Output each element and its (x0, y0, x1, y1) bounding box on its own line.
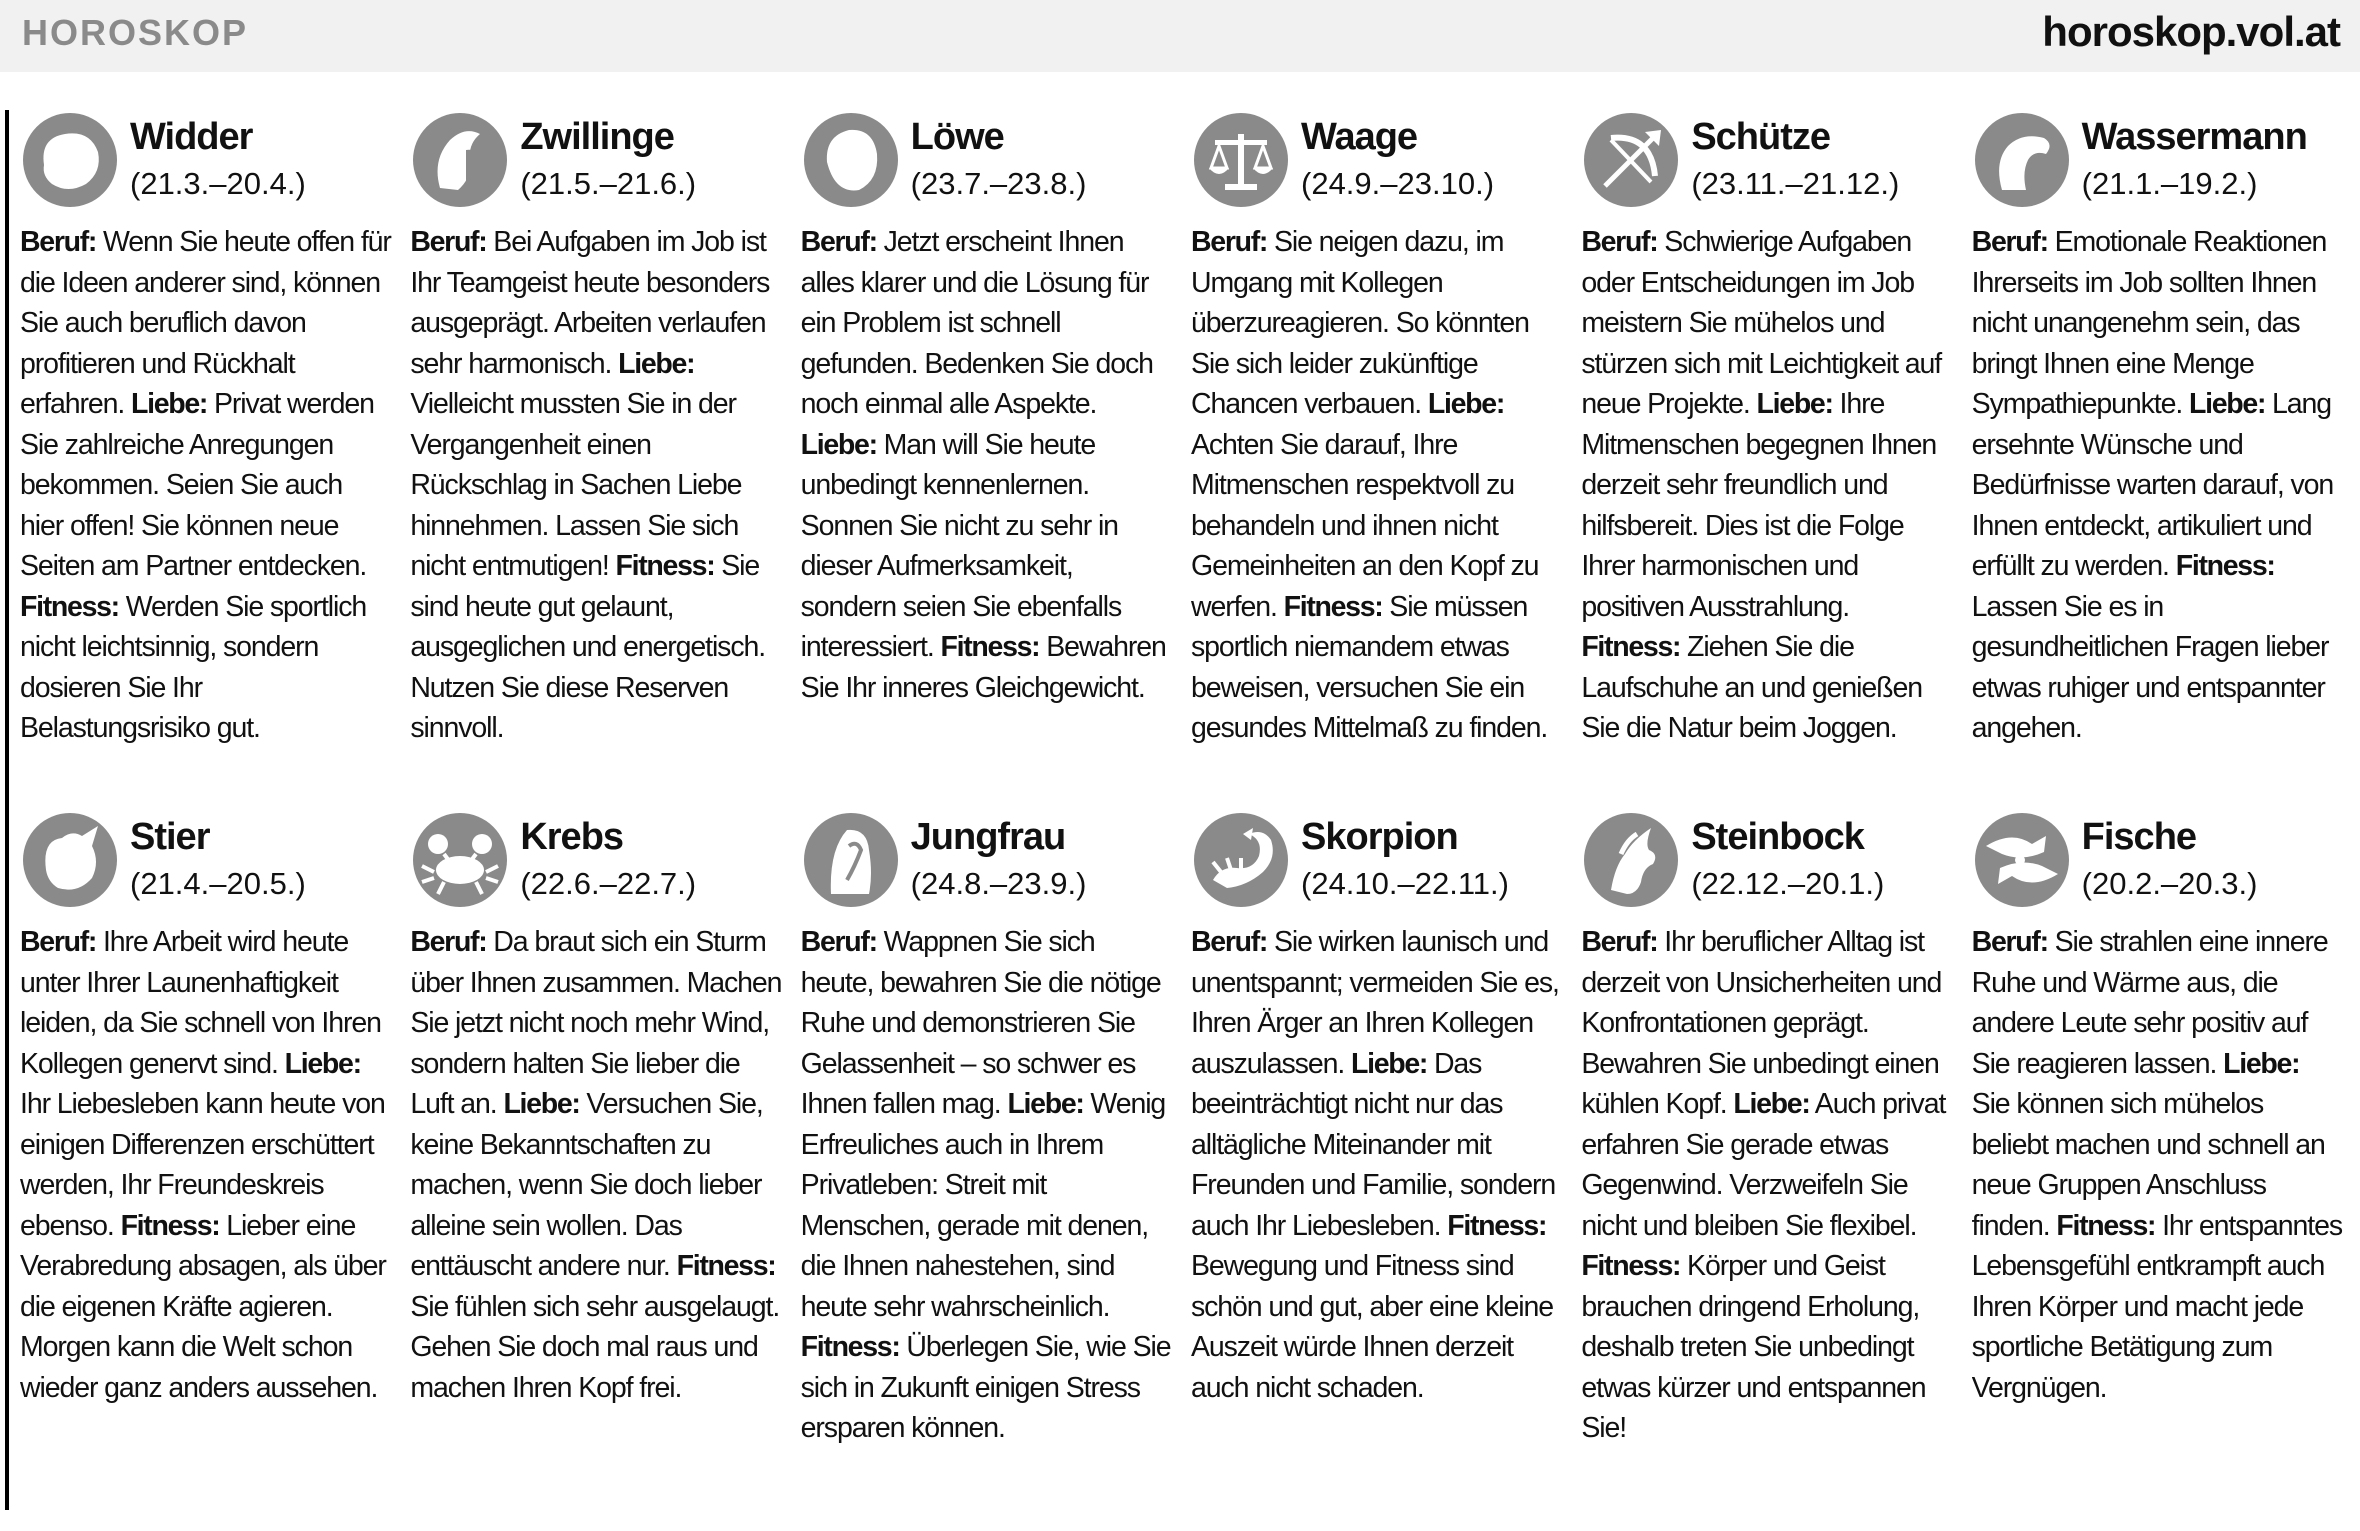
aries-icon (20, 110, 120, 210)
fitness-label: Fitness: (615, 550, 715, 582)
beruf-label: Beruf: (1191, 226, 1268, 258)
fitness-text: Bewegung und Fitness sind schön und gut, aber eine kleine Auszeit würde Ihnen derzeit auch nicht schaden. (1191, 1250, 1554, 1404)
beruf-text: Wappnen Sie sich heute, bewahren Sie die nötige Ruhe und demonstrieren Sie Gelassenheit – so schwer es Ihnen fallen mag. (800, 926, 1161, 1120)
sign-text (20, 222, 392, 749)
sign-zwillinge (410, 110, 788, 810)
liebe-label: Liebe: (618, 347, 695, 380)
sign-name: Zwillinge (520, 116, 674, 158)
liebe-text: Versuchen Sie, keine Bekanntschaften zu machen, wenn Sie doch lieber alleine sein wollen. Das enttäuscht andere nur. (410, 1088, 763, 1282)
liebe-label: Liebe: (2223, 1047, 2300, 1080)
sign-dates: (24.8.–23.9.) (910, 866, 1087, 901)
fitness-label: Fitness: (1581, 1250, 1681, 1282)
beruf-label: Beruf: (20, 226, 97, 258)
sign-steinbock (1581, 810, 1959, 1510)
cancer-icon (410, 810, 510, 910)
virgo-icon (801, 810, 901, 910)
fitness-text: Lieber eine Verabredung absagen, als über die eigenen Kräfte agieren. Morgen kann die Welt schon wieder ganz anders aussehen. (20, 1209, 386, 1404)
sign-text (1191, 222, 1563, 749)
aquarius-icon (1972, 110, 2072, 210)
sign-name: Krebs (520, 816, 624, 858)
sign-text (410, 922, 782, 1408)
fitness-label: Fitness: (2175, 550, 2275, 582)
sign-dates: (22.6.–22.7.) (520, 866, 697, 901)
fitness-text: Sie müssen sportlich niemandem etwas beweisen, versuchen Sie ein gesundes Mittelmaß zu finden. (1191, 590, 1548, 744)
leo-icon (801, 110, 901, 210)
site-url[interactable]: horoskop.vol.at (2042, 8, 2340, 55)
fitness-label: Fitness: (800, 1331, 900, 1363)
column-rule (5, 110, 9, 1510)
beruf-label: Beruf: (1971, 226, 2048, 258)
sign-name: Schütze (1691, 116, 1831, 158)
fitness-text: Sie sind heute gut gelaunt, ausgeglichen und energetisch. Nutzen Sie diese Reserven sinnvoll. (410, 550, 766, 744)
beruf-text: Emotionale Reaktionen Ihrerseits im Job sollten Ihnen nicht unangenehm sein, das bringt Ihnen eine Menge Sympathiepunkte. (1971, 226, 2327, 420)
fitness-text: Bewahren Sie Ihr inneres Gleichgewicht. (800, 631, 1166, 704)
sagittarius-icon (1581, 110, 1681, 210)
sign-name: Löwe (910, 116, 1004, 158)
fitness-text: Überlegen Sie, wie Sie sich in Zukunft einigen Stress ersparen können. (800, 1331, 1171, 1444)
liebe-label: Liebe: (1756, 388, 1833, 420)
sign-name: Fische (2081, 816, 2197, 858)
liebe-label: Liebe: (284, 1047, 361, 1080)
sign-dates: (21.5.–21.6.) (520, 166, 697, 201)
sign-jungfrau (801, 810, 1179, 1510)
liebe-label: Liebe: (800, 428, 877, 461)
sign-name: Wassermann (2081, 116, 2307, 158)
sign-wassermann (1972, 110, 2350, 810)
sign-name: Widder (130, 116, 253, 158)
sign-dates: (23.7.–23.8.) (910, 166, 1087, 201)
liebe-text: Wenig Erfreuliches auch in Ihrem Privatleben: Streit mit Menschen, gerade mit denen, die Ihnen nahestehen, sind heute sehr wahrscheinlich. (800, 1088, 1166, 1323)
beruf-text: Da braut sich ein Sturm über Ihnen zusammen. Machen Sie jetzt nicht noch mehr Wind, sondern halten Sie lieber die Luft an. (410, 926, 782, 1120)
liebe-text: Lang ersehnte Wünsche und Bedürfnisse warten darauf, von Ihnen entdeckt, artikuliert und erfüllt zu werden. (1971, 388, 2334, 582)
liebe-text: Man will Sie heute unbedingt kennenlernen. Sonnen Sie nicht zu sehr in dieser Aufmerksamkeit, sondern seien Sie ebenfalls interessiert. (800, 428, 1122, 663)
sign-dates: (21.1.–19.2.) (2081, 166, 2258, 201)
sign-dates: (24.9.–23.10.) (1301, 166, 1495, 201)
liebe-label: Liebe: (503, 1088, 580, 1120)
liebe-text: Achten Sie darauf, Ihre Mitmenschen respektvoll zu behandeln und ihnen nicht Gemeinheiten an den Kopf zu werfen. (1191, 428, 1539, 623)
beruf-text: Wenn Sie heute offen für die Ideen anderer sind, können Sie auch beruflich davon profitieren und Rückhalt erfahren. (20, 226, 391, 420)
liebe-text: Auch privat erfahren Sie gerade etwas Gegenwind. Verzweifeln Sie nicht und bleiben Sie flexibel. (1581, 1088, 1946, 1242)
beruf-text: Sie neigen dazu, im Umgang mit Kollegen überzureagieren. So könnten Sie sich leider zukünftige Chancen verbauen. (1191, 226, 1529, 420)
beruf-text: Sie strahlen eine innere Ruhe und Wärme aus, die andere Leute sehr positiv auf Sie reagieren lassen. (1971, 926, 2328, 1080)
sign-fische (1972, 810, 2350, 1510)
fitness-text: Lassen Sie es in gesundheitlichen Fragen lieber etwas ruhiger und entspannter angehen. (1971, 590, 2329, 744)
liebe-text: Ihre Mitmenschen begegnen Ihnen derzeit sehr freundlich und hilfsbereit. Dies ist die Folge Ihrer harmonischen und positiven Ausstrahlung. (1581, 388, 1937, 623)
fitness-label: Fitness: (1581, 631, 1681, 663)
gemini-icon (410, 110, 510, 210)
beruf-label: Beruf: (1191, 926, 1268, 958)
sign-widder (20, 110, 398, 810)
sign-text (801, 922, 1173, 1449)
beruf-text: Schwierige Aufgaben oder Entscheidungen im Job meistern Sie mühelos und stürzen sich mit Leichtigkeit auf neue Projekte. (1581, 226, 1942, 420)
beruf-label: Beruf: (800, 226, 877, 258)
liebe-text: Vielleicht mussten Sie in der Vergangenheit einen Rückschlag in Sachen Liebe hinnehmen. Lassen Sie sich nicht entmutigen! (410, 388, 742, 582)
liebe-label: Liebe: (1350, 1047, 1428, 1080)
capricorn-icon (1581, 810, 1681, 910)
sign-text (410, 222, 782, 749)
libra-icon (1191, 110, 1291, 210)
fitness-text: Körper und Geist brauchen dringend Erholung, deshalb treten Sie unbedingt etwas kürzer und entspannen Sie! (1581, 1250, 1926, 1444)
liebe-text: Ihr Liebesleben kann heute von einigen Differenzen erschüttert werden, Ihr Freundeskreis ebenso. (20, 1088, 385, 1242)
sign-name: Stier (130, 816, 210, 858)
sign-krebs (410, 810, 788, 1510)
beruf-text: Bei Aufgaben im Job ist Ihr Teamgeist heute besonders ausgeprägt. Arbeiten verlaufen sehr harmonisch. (410, 226, 770, 380)
sign-skorpion (1191, 810, 1569, 1510)
scorpio-icon (1191, 810, 1291, 910)
beruf-text: Ihre Arbeit wird heute unter Ihrer Launenhaftigkeit leiden, da Sie schnell von Ihren Kollegen genervt sind. (20, 926, 381, 1080)
liebe-label: Liebe: (1427, 388, 1505, 420)
sign-dates: (21.3.–20.4.) (130, 166, 306, 201)
beruf-label: Beruf: (800, 926, 877, 958)
sign-loewe (801, 110, 1179, 810)
sign-schuetze (1581, 110, 1959, 810)
beruf-label: Beruf: (410, 926, 487, 958)
beruf-text: Ihr beruflicher Alltag ist derzeit von Unsicherheiten und Konfrontationen geprägt. Bewahren Sie unbedingt einen kühlen Kopf. (1581, 926, 1942, 1120)
sign-name: Waage (1301, 116, 1418, 158)
sign-stier (20, 810, 398, 1510)
fitness-label: Fitness: (940, 631, 1040, 663)
fitness-label: Fitness: (676, 1250, 776, 1282)
sign-name: Steinbock (1691, 816, 1864, 858)
fitness-label: Fitness: (2056, 1209, 2156, 1242)
beruf-text: Sie wirken launisch und unentspannt; vermeiden Sie es, Ihren Ärger an Ihren Kollegen auszulassen. (1191, 926, 1559, 1080)
fitness-text: Ziehen Sie die Laufschuhe an und genießen Sie die Natur beim Joggen. (1581, 631, 1922, 744)
sign-text (801, 222, 1173, 708)
taurus-icon (20, 810, 120, 910)
beruf-label: Beruf: (20, 926, 97, 958)
sign-dates: (21.4.–20.5.) (130, 866, 306, 901)
beruf-label: Beruf: (410, 226, 487, 258)
liebe-label: Liebe: (1733, 1088, 1810, 1120)
beruf-label: Beruf: (1581, 926, 1658, 958)
beruf-label: Beruf: (1971, 926, 2048, 958)
fitness-text: Werden Sie sportlich nicht leichtsinnig, sondern dosieren Sie Ihr Belastungsrisiko gut. (20, 590, 367, 744)
liebe-text: Das beeinträchtigt nicht nur das alltägliche Miteinander mit Freunden und Familie, sondern auch Ihr Liebesleben. (1191, 1047, 1556, 1242)
beruf-label: Beruf: (1581, 226, 1658, 258)
horoscope-grid (20, 110, 2350, 1510)
sign-dates: (20.2.–20.3.) (2081, 866, 2258, 901)
sign-text (1581, 922, 1953, 1449)
liebe-label: Liebe: (2189, 388, 2266, 420)
sign-dates: (24.10.–22.11.) (1301, 866, 1509, 901)
liebe-text: Sie können sich mühelos beliebt machen und schnell an neue Gruppen Anschluss finden. (1971, 1088, 2325, 1242)
sign-text (1191, 922, 1563, 1408)
fitness-label: Fitness: (120, 1209, 220, 1242)
fitness-text: Ihr entspanntes Lebensgefühl entkrampft auch Ihren Körper und macht jede sportliche Betätigung zum Vergnügen. (1971, 1209, 2343, 1404)
liebe-label: Liebe: (131, 388, 208, 420)
section-title: HOROSKOP (22, 12, 249, 53)
sign-waage (1191, 110, 1569, 810)
sign-text (20, 922, 392, 1408)
fitness-text: Sie fühlen sich sehr ausgelaugt. Gehen Sie doch mal raus und machen Ihren Kopf frei. (410, 1290, 780, 1404)
sign-dates: (22.12.–20.1.) (1691, 866, 1885, 901)
sign-dates: (23.11.–21.12.) (1691, 166, 1900, 201)
liebe-text: Privat werden Sie zahlreiche Anregungen bekommen. Seien Sie auch hier offen! Sie können neue Seiten am Partner entdecken. (20, 388, 374, 582)
beruf-text: Jetzt erscheint Ihnen alles klarer und die Lösung für ein Problem ist schnell gefunden. Bedenken Sie doch noch einmal alle Aspekte. (800, 226, 1153, 420)
sign-text (1581, 222, 1953, 749)
sign-text (1972, 922, 2344, 1408)
fitness-label: Fitness: (1283, 590, 1383, 623)
page-header (0, 0, 2360, 72)
sign-name: Skorpion (1301, 816, 1458, 858)
fitness-label: Fitness: (20, 590, 119, 623)
pisces-icon (1972, 810, 2072, 910)
liebe-label: Liebe: (1007, 1088, 1084, 1120)
sign-name: Jungfrau (910, 816, 1066, 858)
fitness-label: Fitness: (1447, 1209, 1547, 1242)
sign-text (1972, 222, 2344, 749)
